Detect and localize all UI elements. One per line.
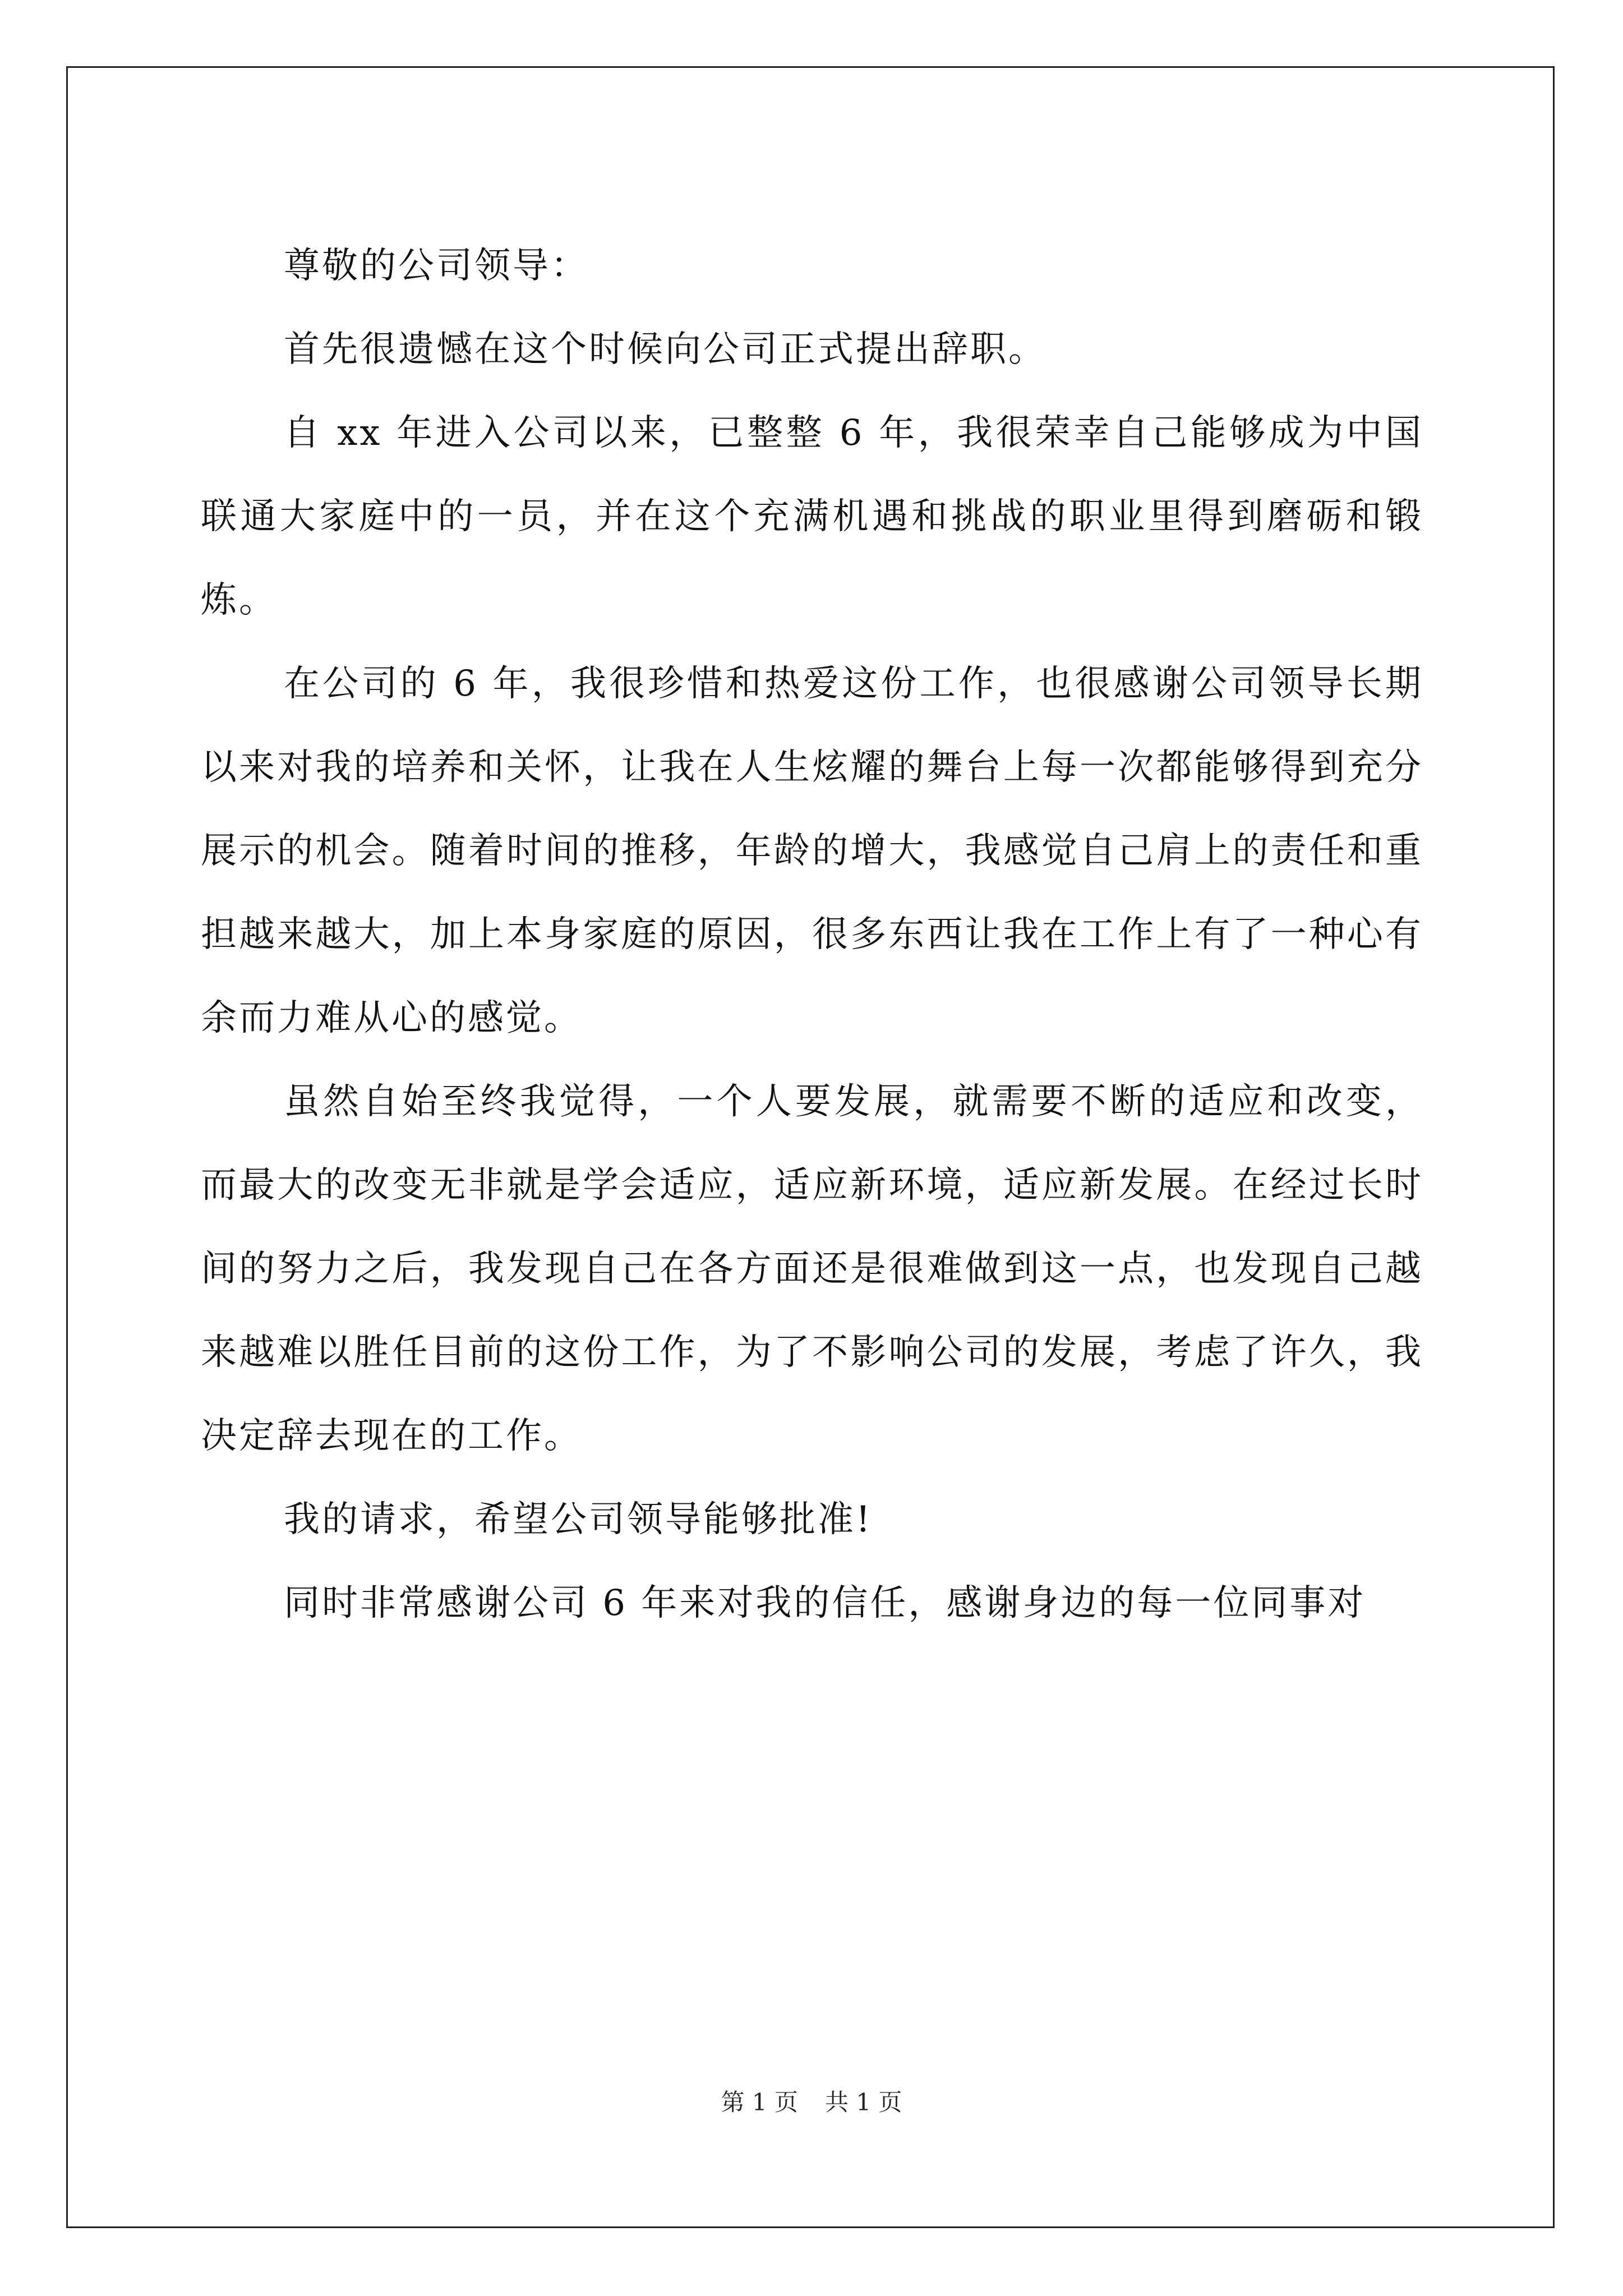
- letter-paragraph: 同时非常感谢公司 6 年来对我的信任，感谢身边的每一位同事对: [284, 1582, 1366, 1624]
- letter-paragraph: 我的请求，希望公司领导能够批准!: [284, 1499, 873, 1540]
- letter-salutation: 尊敬的公司领导：: [284, 245, 589, 287]
- letter-body: [201, 224, 1423, 1645]
- letter-paragraph: 首先很遗憾在这个时候向公司正式提出辞职。: [284, 329, 1046, 370]
- letter-paragraph: 虽然自始至终我觉得，一个人要发展，就需要不断的适应和改变，而最大的改变无非就是学会适应，适应新环境，适应新发展。在经过长时间的努力之后，我发现自己在各方面还是很难做到这一点，也发现自己越来越难以胜任目前的这份工作，为了不影响公司的发展，考虑了许久，我决定辞去现在的工作。: [201, 1081, 1423, 1457]
- letter-paragraph: 在公司的 6 年，我很珍惜和热爱这份工作，也很感谢公司领导长期以来对我的培养和关怀，让我在人生炫耀的舞台上每一次都能够得到充分展示的机会。随着时间的推移，年龄的增大，我感觉自己肩上的责任和重担越来越大，加上本身家庭的原因，很多东西让我在工作上有了一种心有余而力难从心的感觉。: [201, 663, 1423, 1039]
- page-footer: [0, 2086, 1623, 2119]
- page-total: 共 1 页: [825, 2088, 902, 2116]
- page-number: 第 1 页: [721, 2088, 798, 2116]
- letter-paragraph: 自 xx 年进入公司以来，已整整 6 年，我很荣幸自己能够成为中国联通大家庭中的一员，并在这个充满机遇和挑战的职业里得到磨砺和锻炼。: [201, 412, 1423, 621]
